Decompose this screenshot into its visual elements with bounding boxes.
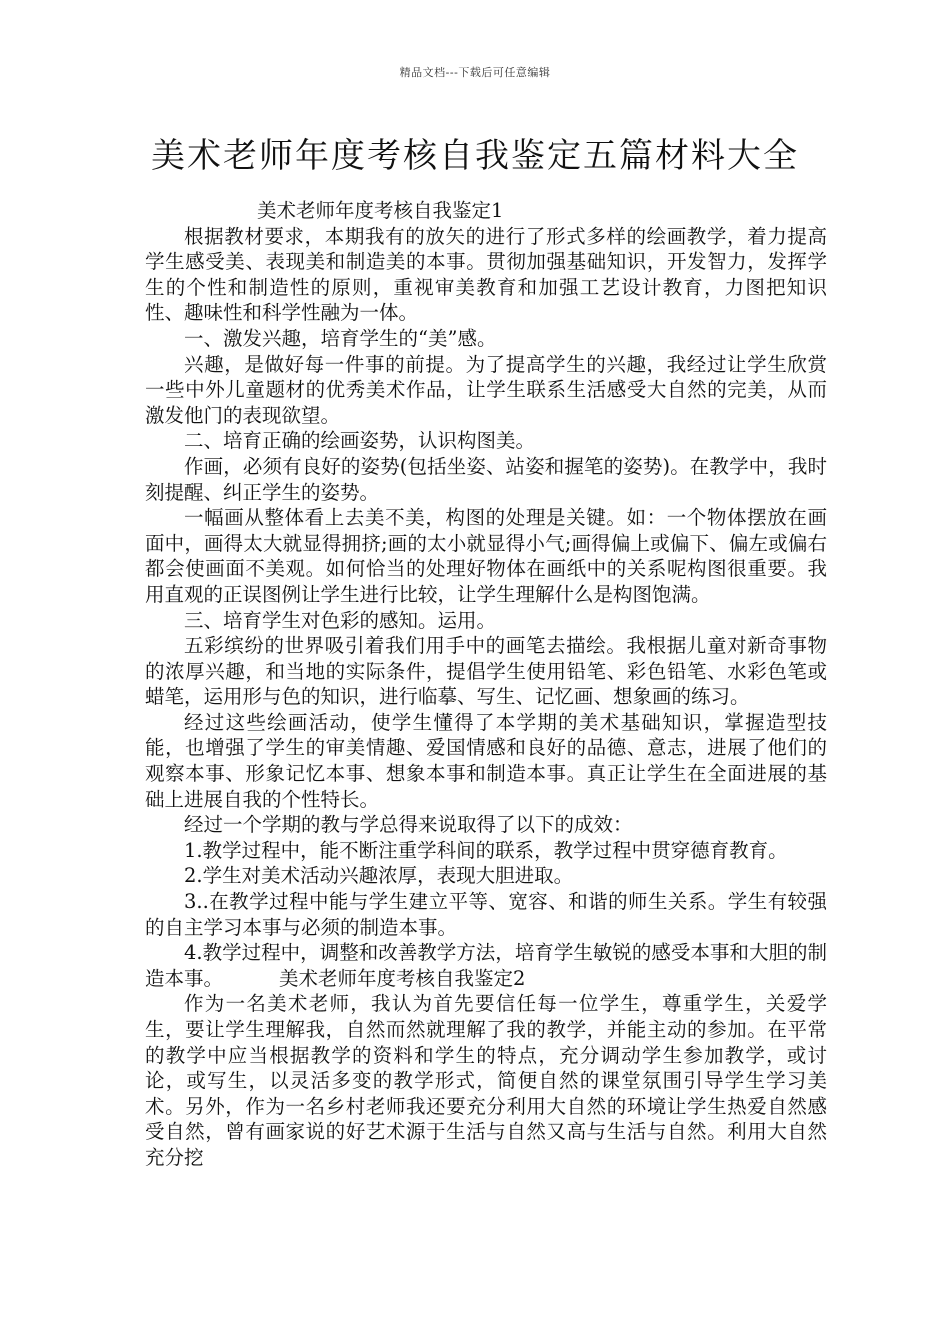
paragraph: 根据教材要求，本期我有的放矢的进行了形式多样的绘画教学，着力提高学生感受美、表现美和制造美的本事。贯彻加强基础知识，开发智力，发挥学生的个性和制造性的原则，重视审美教育和加强工艺设计教育，力图把知识性、趣味性和科学性融为一体。 bbox=[145, 224, 827, 325]
paragraph: 2.学生对美术活动兴趣浓厚，表现大胆进取。 bbox=[184, 864, 574, 888]
section-1-title: 美术老师年度考核自我鉴定1 bbox=[257, 199, 504, 222]
paragraph: 二、培育正确的绘画姿势，认识构图美。 bbox=[184, 429, 536, 453]
paragraph: 经过这些绘画活动，使学生懂得了本学期的美术基础知识，掌握造型技能，也增强了学生的审美情趣、爱国情感和良好的品德、意志，进展了他们的观察本事、形象记忆本事、想象本事和制造本事。真正让学生在全面进展的基础上进展自我的个性特长。 bbox=[145, 710, 827, 811]
paragraph-with-heading bbox=[145, 940, 827, 991]
paragraph: 作画，必须有良好的姿势(包括坐姿、站姿和握笔的姿势)。在教学中，我时刻提醒、纠正学生的姿势。 bbox=[145, 454, 827, 504]
document-body bbox=[145, 198, 827, 1171]
paragraph: 作为一名美术老师，我认为首先要信任每一位学生，尊重学生，关爱学生，要让学生理解我，自然而然就理解了我的教学，并能主动的参加。在平常的教学中应当根据教学的资料和学生的特点，充分调动学生参加教学，或讨论，或写生，以灵活多变的教学形式，简便自然的课堂氛围引导学生学习美术。另外，作为一名乡村老师我还要充分利用大自然的环境让学生热爱自然感受自然，曾有画家说的好艺术源于生活与自然又高与生活与自然。利用大自然充分挖 bbox=[145, 992, 827, 1169]
paragraph: 一、激发兴趣，培育学生的“美”感。 bbox=[184, 326, 497, 350]
paragraph: 1.教学过程中，能不断注重学科间的联系，教学过程中贯穿德育教育。 bbox=[184, 838, 788, 862]
section-2-title: 美术老师年度考核自我鉴定2 bbox=[279, 966, 526, 990]
document-title: 美术老师年度考核自我鉴定五篇材料大全 bbox=[151, 136, 799, 176]
paragraph: 三、培育学生对色彩的感知。运用。 bbox=[184, 608, 497, 632]
paragraph: 3..在教学过程中能与学生建立平等、宽容、和谐的师生关系。学生有较强的自主学习本事与必须的制造本事。 bbox=[145, 890, 827, 939]
paragraph: 经过一个学期的教与学总得来说取得了以下的成效： bbox=[184, 813, 633, 837]
paragraph: 兴趣，是做好每一件事的前提。为了提高学生的兴趣，我经过让学生欣赏一些中外儿童题材的优秀美术作品，让学生联系生活感受大自然的完美，从而激发他门的表现欲望。 bbox=[145, 352, 827, 427]
paragraph: 五彩缤纷的世界吸引着我们用手中的画笔去描绘。我根据儿童对新奇事物的浓厚兴趣，和当地的实际条件，提倡学生使用铅笔、彩色铅笔、水彩色笔或蜡笔，运用形与色的知识，进行临摹、写生、记忆画、想象画的练习。 bbox=[145, 634, 827, 709]
paragraph: 一幅画从整体看上去美不美，构图的处理是关键。如：一个物体摆放在画面中，画得太大就显得拥挤;画的太小就显得小气;画得偏上或偏下、偏左或偏右都会使画面不美观。如何恰当的处理好物体在画纸中的关系呢构图很重要。我用直观的正误图例让学生进行比较，让学生理解什么是构图饱满。 bbox=[145, 506, 827, 606]
paragraph-text: 4.教学过程中，调整和改善教学方法，培育学生敏锐的感受本事和大胆的制造本事。 bbox=[145, 941, 827, 990]
header-note: 精品文档---下载后可任意编辑 bbox=[399, 66, 551, 79]
